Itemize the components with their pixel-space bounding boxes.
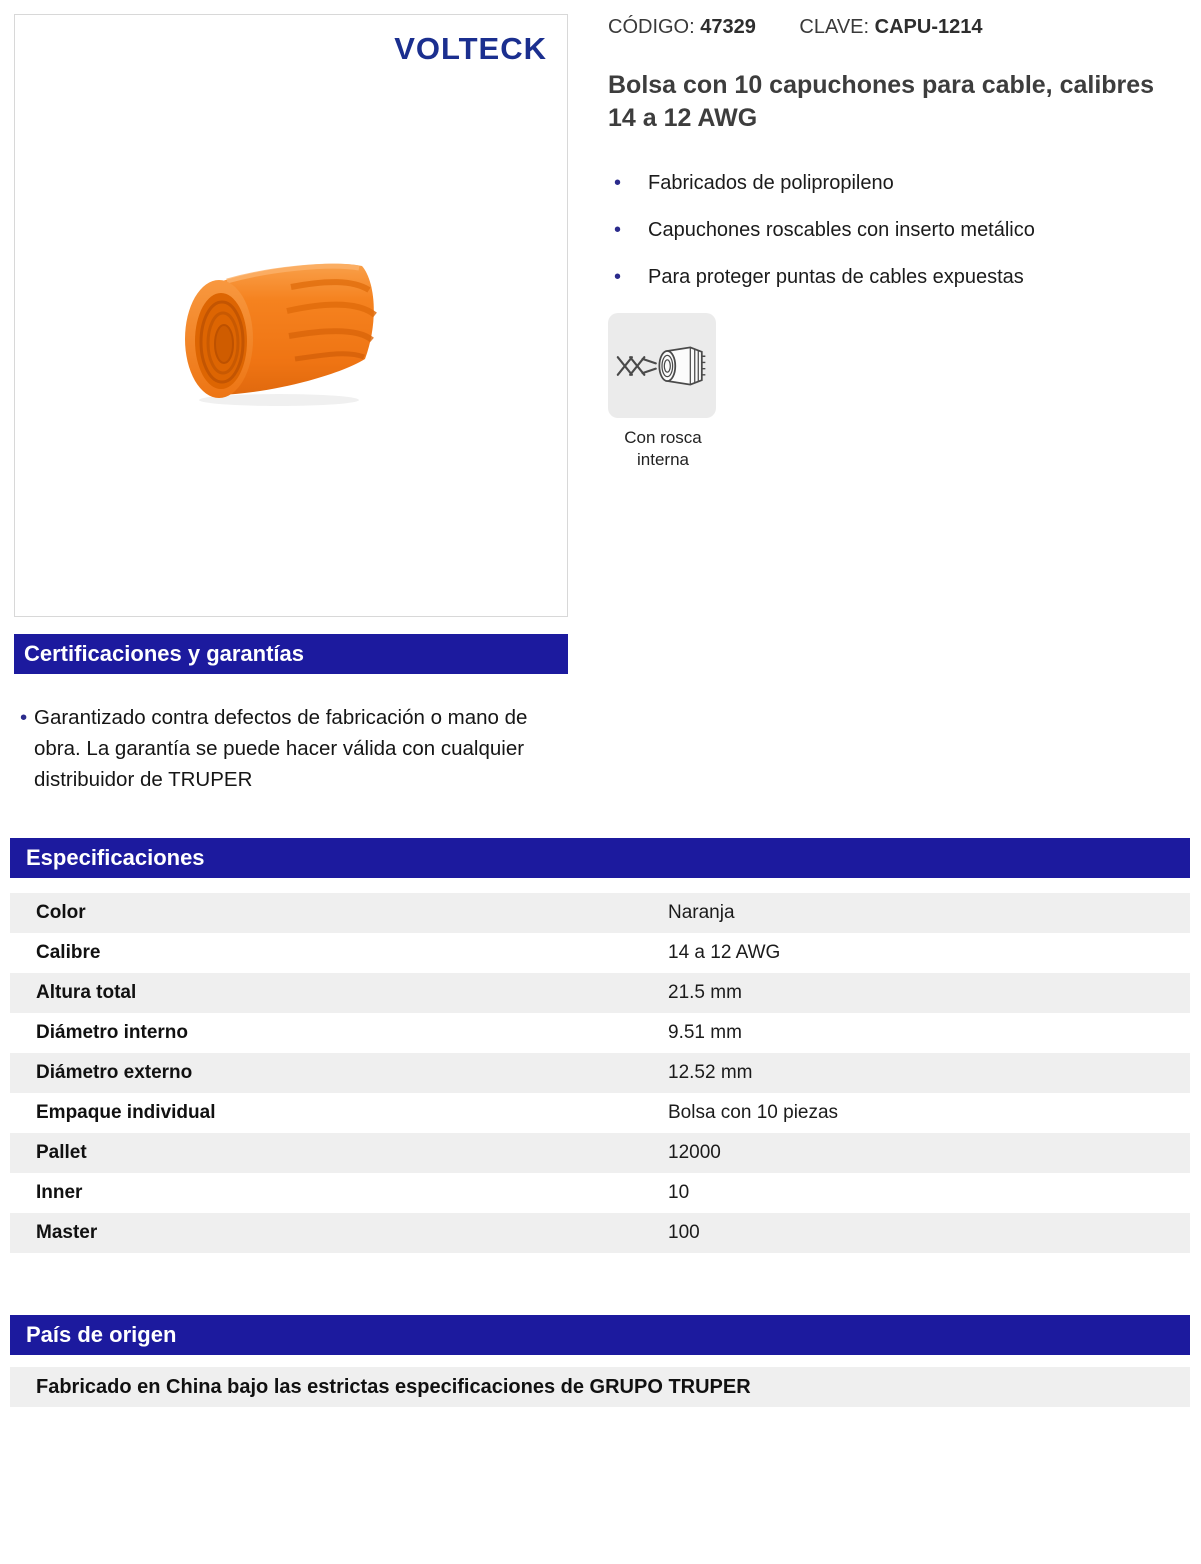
spec-label: Altura total [36,982,137,1003]
spec-value: Bolsa con 10 piezas [668,1102,839,1123]
spec-value: 21.5 mm [668,982,742,1003]
spec-row [10,973,1190,1013]
spec-label: Diámetro interno [36,1022,189,1043]
thread-icon-block [608,313,718,471]
spec-row [10,1093,1190,1133]
icon-caption: Con rosca interna [624,428,702,470]
spec-label: Color [36,902,86,923]
section-header-certificaciones: Certificaciones y garantías [14,634,568,674]
spec-label: Calibre [36,942,101,963]
feature-item: • Para proteger puntas de cables expuestas [608,266,1188,289]
spec-table [10,893,1190,1253]
spec-value: 14 a 12 AWG [668,942,781,963]
volteck-logo: VOLTECK [394,31,547,66]
code-line [608,16,1188,39]
clave-label: CLAVE: [799,16,870,38]
spec-value: Naranja [668,902,735,923]
orange-wire-cap-photo [179,259,385,409]
spec-label: Inner [36,1182,83,1203]
spec-label: Pallet [36,1142,87,1163]
section-header-pais-de-origen: País de origen [10,1315,1190,1355]
product-title: Bolsa con 10 capuchones para cable, calibres 14 a 12 AWG [608,71,1155,132]
warranty-block [20,702,568,795]
feature-list [608,172,1188,289]
spec-row [10,1013,1190,1053]
spec-value: 100 [668,1222,700,1243]
spec-value: 10 [668,1182,690,1203]
origin-statement: Fabricado en China bajo las estrictas especificaciones de GRUPO TRUPER [10,1367,1190,1407]
spec-value: 12.52 mm [668,1062,753,1083]
spec-label: Master [36,1222,98,1243]
spec-row [10,1053,1190,1093]
warranty-text: • Garantizado contra defectos de fabricación o mano de obra. La garantía se puede hacer válida con cualquier distribuidor de TRUPER [20,702,568,795]
header [608,16,1188,471]
spec-value: 12000 [668,1142,721,1163]
spec-row [10,1173,1190,1213]
codigo-value: 47329 [700,16,756,38]
feature-item: • Fabricados de polipropileno [608,172,1188,195]
wire-cap-thread-icon [608,313,716,418]
spec-row [10,1133,1190,1173]
clave-value: CAPU-1214 [874,16,983,38]
feature-item: • Capuchones roscables con inserto metálico [608,219,1188,242]
codigo-label: CÓDIGO: [608,16,695,38]
spec-row [10,933,1190,973]
spec-value: 9.51 mm [668,1022,742,1043]
product-image-box [14,14,568,617]
spec-row [10,1213,1190,1253]
spec-label: Empaque individual [36,1102,216,1123]
section-header-especificaciones: Especificaciones [10,838,1190,878]
spec-label: Diámetro externo [36,1062,193,1083]
spec-row [10,893,1190,933]
twisted-wire-and-cap-icon [616,339,708,393]
